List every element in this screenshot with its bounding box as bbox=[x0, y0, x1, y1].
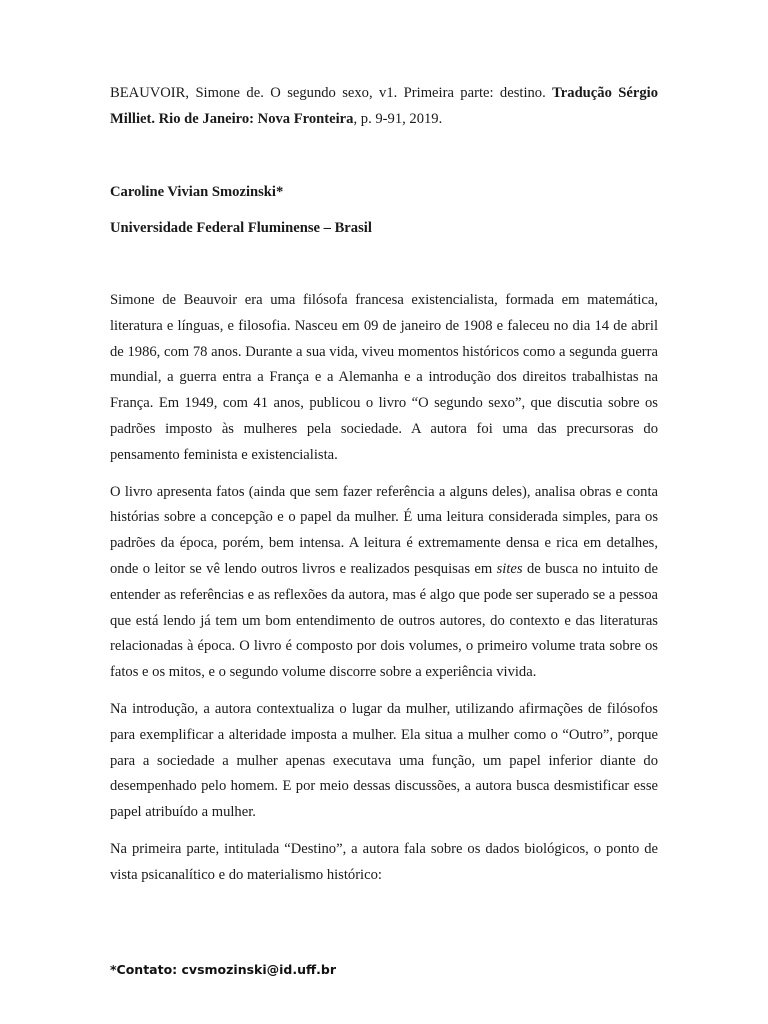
citation-text: BEAUVOIR, Simone de. O segundo sexo, v1. Primeira parte: destino. bbox=[110, 85, 553, 101]
author-affiliation: Universidade Federal Fluminense – Brasil bbox=[110, 220, 372, 236]
author-name: Caroline Vivian Smozinski* bbox=[110, 184, 284, 200]
citation-pages: , p. 9-91, 2019. bbox=[353, 111, 443, 127]
paragraph-3: Na introdução, a autora contextualiza o lugar da mulher, utilizando afirmações de filósofos para exemplificar a alteridade imposta a mulher. Ela situa a mulher como o “Outro”, porque para a sociedade a mulher apenas executava uma função, um papel inferior diante do desempenhado pelo homem. E por meio dessas discussões, a autora busca desmistificar esse papel atribuído a mulher. bbox=[110, 700, 658, 821]
paragraph-1: Simone de Beauvoir era uma filósofa francesa existencialista, formada em matemática, literatura e línguas, e filosofia. Nasceu em 09 de janeiro de 1908 e faleceu no dia 14 de abril de 1986, com 78 anos. Durante a sua vida, viveu momentos históricos como a segunda guerra mundial, a guerra entra a França e a Alemanha e a introdução dos direitos trabalhistas na França. Em 1949, com 41 anos, publicou o livro “O segundo sexo”, que discutia sobre os padrões imposto às mulheres pela sociedade. A autora foi uma das precursoras do pensamento feminista e existencialista. bbox=[110, 292, 658, 463]
bibliographic-citation bbox=[110, 80, 658, 132]
paragraph-2-text-b: de busca no intuito de entender as referências e as reflexões da autora, mas é algo que pode ser superado se a pessoa que está lendo já tem um bom entendimento de outros autores, do contexto e das literaturas relacionadas à época. O livro é composto por dois volumes, o primeiro volume trata sobre os fatos e os mitos, e o segundo volume discorre sobre a experiência vivida. bbox=[110, 560, 658, 681]
contact-footnote: *Contato: cvsmozinski@id.uff.br bbox=[110, 962, 336, 977]
citation-bold-text: Tradução Sérgio Milliet. Rio de Janeiro: Nova Fronteira bbox=[110, 85, 658, 127]
paragraph-2-italic: sites bbox=[496, 560, 523, 577]
paragraph-2-text-a: O livro apresenta fatos (ainda que sem fazer referência a alguns deles), analisa obras e conta histórias sobre a concepção e o papel da mulher. É uma leitura considerada simples, para os padrões da época, porém, bem intensa. A leitura é extremamente densa e rica em detalhes, onde o leitor se vê lendo outros livros e realizados pesquisas em bbox=[110, 483, 658, 577]
document-page bbox=[110, 80, 658, 900]
paragraph-4: Na primeira parte, intitulada “Destino”, a autora fala sobre os dados biológicos, o ponto de vista psicanalítico e do materialismo histórico: bbox=[110, 840, 658, 883]
review-body bbox=[110, 288, 658, 889]
paragraph-2 bbox=[110, 480, 658, 686]
